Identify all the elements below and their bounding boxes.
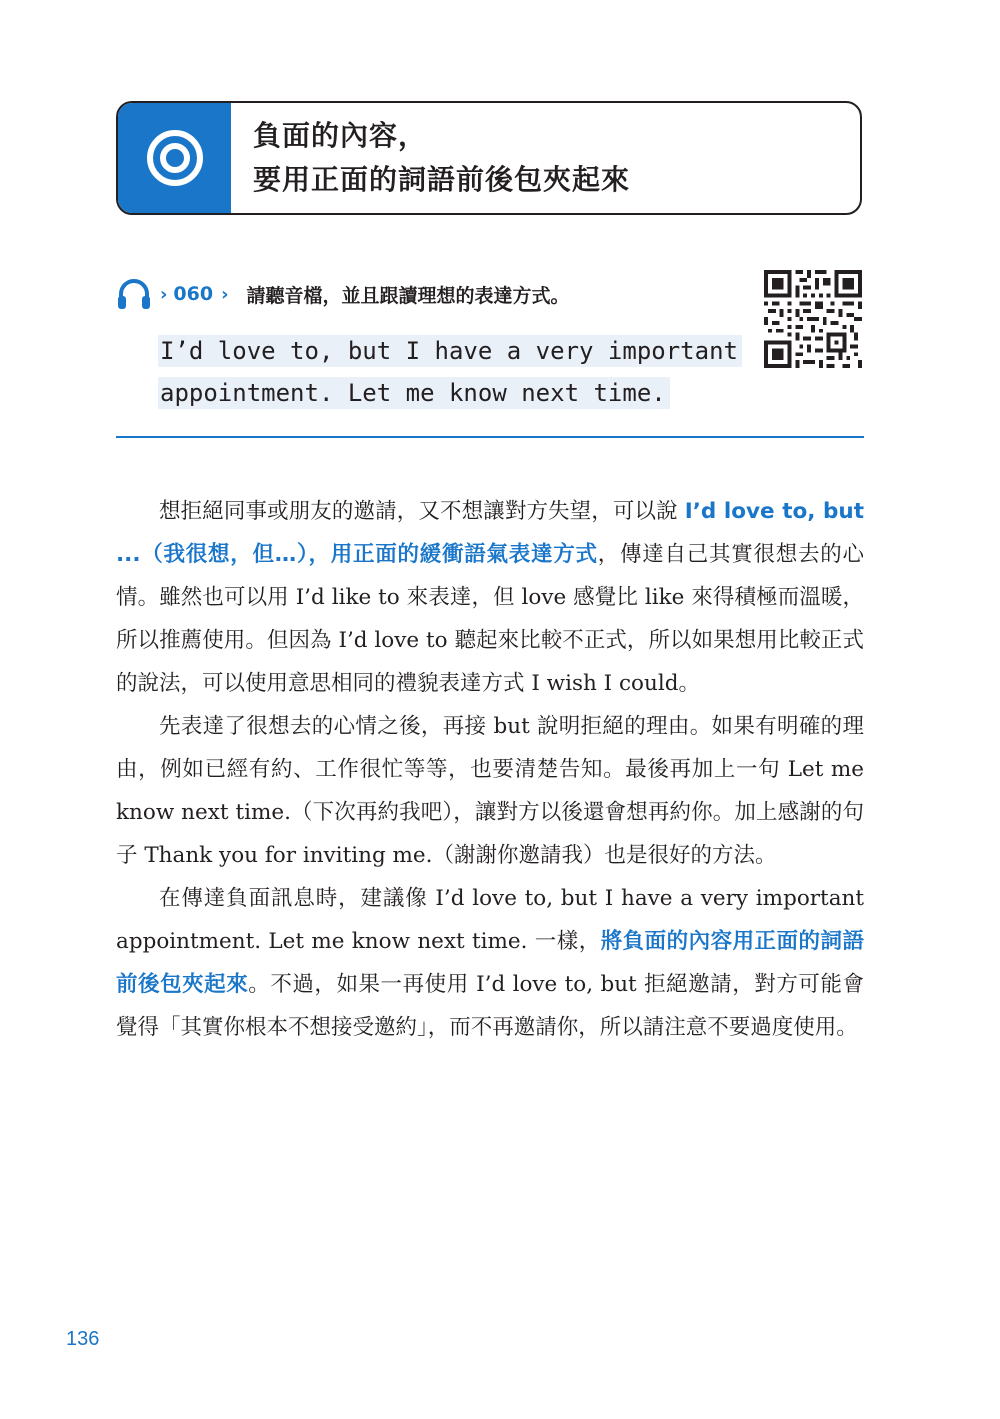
chevron-right-icon: ›: [160, 283, 168, 305]
track-number: 060: [173, 283, 214, 305]
paragraph-text: ，傳達自己其實很想去的心情。雖然也可以用 I’d like to 來表達，但 love 感覺比 like 來得積極而溫暖，所以推薦使用。但因為 I’d love to 聽起來比較不正式，所以如果想用比較正式的說法，可以使用意思相同的禮貌表達方式 I wish I could。: [116, 542, 864, 696]
chevron-right-icon: ›: [221, 283, 229, 305]
phrase-line-1: I’d love to, but I have a very important: [158, 335, 742, 367]
body-text: [116, 490, 864, 1049]
title-icon-cell: [118, 103, 231, 213]
paragraph-3: [116, 877, 864, 1049]
title-line-2: 要用正面的詞語前後包夾起來: [253, 163, 631, 196]
section-divider: [116, 436, 864, 438]
page-number: 136: [66, 1328, 100, 1350]
phrase-line-2: appointment. Let me know next time.: [158, 377, 670, 409]
key-phrase: [158, 330, 742, 414]
section-title: [231, 103, 630, 213]
title-line-1: 負面的內容，: [253, 119, 428, 152]
audio-row: [116, 274, 570, 314]
paragraph-1: [116, 490, 864, 705]
audio-instruction: 請聽音檔，並且跟讀理想的表達方式。: [246, 284, 570, 307]
highlight-text: 將負面的內容用正面的詞語前後包夾起來: [116, 929, 864, 997]
paragraph-text: 。不過，如果一再使用 I’d love to, but 拒絕邀請，對方可能會覺得「其實你根本不想接受邀約」，而不再邀請你，所以請注意不要過度使用。: [116, 972, 864, 1040]
headphones-icon[interactable]: [116, 276, 152, 312]
paragraph-2: 先表達了很想去的心情之後，再接 but 說明拒絕的理由。如果有明確的理由，例如已經有約、工作很忙等等，也要清楚告知。最後再加上一句 Let me know next time.（下次再約我吧），讓對方以後還會想再約你。加上感謝的句子 Thank you for inviting me.（謝謝你邀請我）也是很好的方法。: [116, 714, 864, 868]
qr-code-icon[interactable]: [764, 270, 862, 368]
paragraph-text: 想拒絕同事或朋友的邀請，又不想讓對方失望，可以說: [159, 499, 685, 524]
highlight-text: I’d love to, but ...（我很想，但…），用正面的緩衝語氣表達方式: [116, 499, 864, 567]
target-icon: [146, 129, 204, 187]
section-title-box: [116, 101, 862, 215]
paragraph-text: 在傳達負面訊息時，建議像 I’d love to, but I have a very important appointment. Let me know next time. 一樣，: [116, 886, 864, 954]
